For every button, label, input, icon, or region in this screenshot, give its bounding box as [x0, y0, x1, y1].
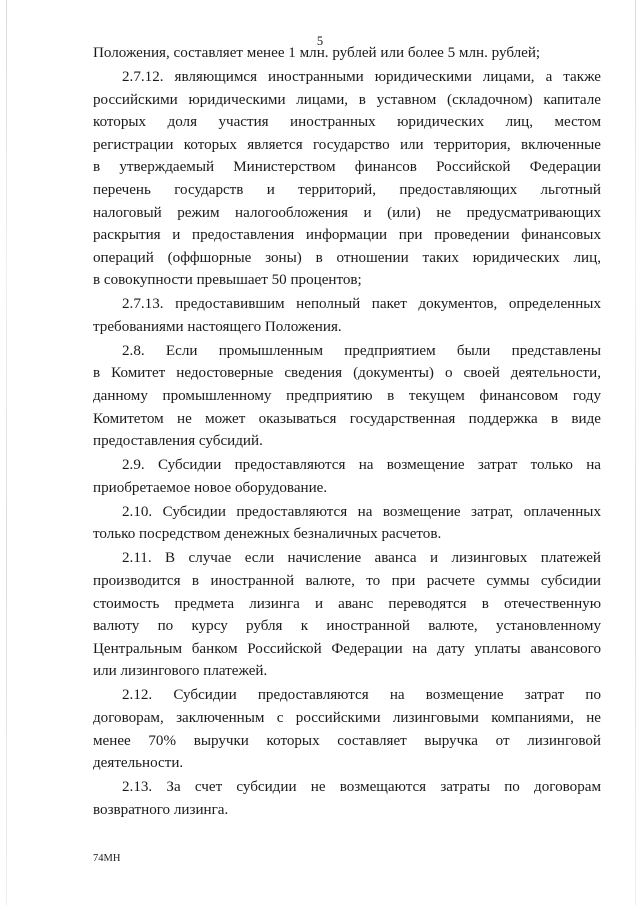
paragraph — [93, 501, 601, 546]
paragraph-line: раскрытия и предоставления информации при проведении финансовых — [93, 227, 601, 244]
paragraph-line: только посредством денежных безналичных расчетов. — [93, 526, 442, 543]
paragraph-line: операций (оффшорные зоны) в отношении таких юридических лиц, — [93, 249, 601, 266]
paragraph-line: 2.13. За счет субсидии не возмещаются затраты по договорам — [122, 779, 601, 796]
paragraph — [93, 684, 601, 774]
paragraph-line: предоставления субсидий. — [93, 433, 263, 450]
paragraph-line: данному промышленному предприятию в текущем финансовом году — [93, 388, 601, 405]
paragraph-line: в Комитет недостоверные сведения (документы) о своей деятельности, — [93, 365, 601, 382]
paragraph-line: стоимость предмета лизинга и аванс переводятся в отечественную — [93, 595, 601, 612]
footer-code: 74МН — [93, 853, 121, 864]
paragraph-line: 2.9. Субсидии предоставляются на возмещение затрат только на — [122, 457, 601, 474]
paragraph-line: Положения, составляет менее 1 млн. рублей или более 5 млн. рублей; — [93, 45, 541, 61]
paragraph-line: перечень государств и территорий, предоставляющих льготный — [93, 181, 601, 198]
paragraph-line: менее 70% выручки которых составляет выручка от лизинговой — [93, 732, 601, 749]
paragraph-line: договорам, заключенным с российскими лизинговыми компаниями, не — [93, 709, 601, 726]
paragraph-line: 2.11. В случае если начисление аванса и лизинговых платежей — [122, 550, 601, 567]
paragraph-line: в совокупности превышает 50 процентов; — [93, 272, 362, 289]
paragraph-line: регистрации которых является государство или территория, включенные — [93, 136, 601, 153]
paragraph — [93, 66, 601, 292]
paragraph-line: 2.10. Субсидии предоставляются на возмещение затрат, оплаченных — [122, 503, 601, 520]
page-number: 5 — [316, 34, 324, 48]
paragraph-line: Комитетом не может оказываться государственная поддержка в виде — [93, 410, 601, 427]
paragraph-line: налоговый режим налогообложения и (или) не предусматривающих — [93, 204, 601, 221]
paragraph — [93, 340, 601, 453]
paragraph-line: которых доля участия иностранных юридических лиц, местом — [93, 114, 601, 131]
document-body — [93, 42, 601, 821]
page-right-edge — [635, 0, 636, 905]
paragraph-line: российскими юридическими лицами, в уставном (складочном) капитале — [93, 91, 601, 108]
paragraph-line: Центральным банком Российской Федерации на дату уплаты авансового — [93, 640, 601, 657]
paragraph-line: приобретаемое новое оборудование. — [93, 479, 328, 496]
paragraph-line: требованиями настоящего Положения. — [93, 318, 342, 335]
paragraph-line: 2.8. Если промышленным предприятием были представлены — [122, 342, 601, 359]
paragraph-line: в утверждаемый Министерством финансов Российской Федерации — [93, 159, 601, 176]
paragraph-line: возвратного лизинга. — [93, 801, 229, 818]
page-left-edge — [6, 0, 7, 905]
paragraph-line: 2.7.12. являющимся иностранными юридическими лицами, а также — [122, 68, 601, 85]
paragraph-line: или лизингового платежей. — [93, 663, 268, 680]
paragraph-line: деятельности. — [93, 755, 184, 772]
paragraph-line: 2.12. Субсидии предоставляются на возмещение затрат по — [122, 687, 601, 704]
paragraph-line: валюту по курсу рубля к иностранной валюте, установленному — [93, 618, 601, 635]
paragraph-line: производится в иностранной валюте, то при расчете суммы субсидии — [93, 573, 601, 589]
paragraph — [93, 547, 601, 683]
paragraph — [93, 293, 601, 338]
paragraph — [93, 454, 601, 499]
paragraph-line: 2.7.13. предоставившим неполный пакет документов, определенных — [122, 296, 601, 313]
paragraph — [93, 42, 601, 65]
paragraph — [93, 776, 601, 821]
